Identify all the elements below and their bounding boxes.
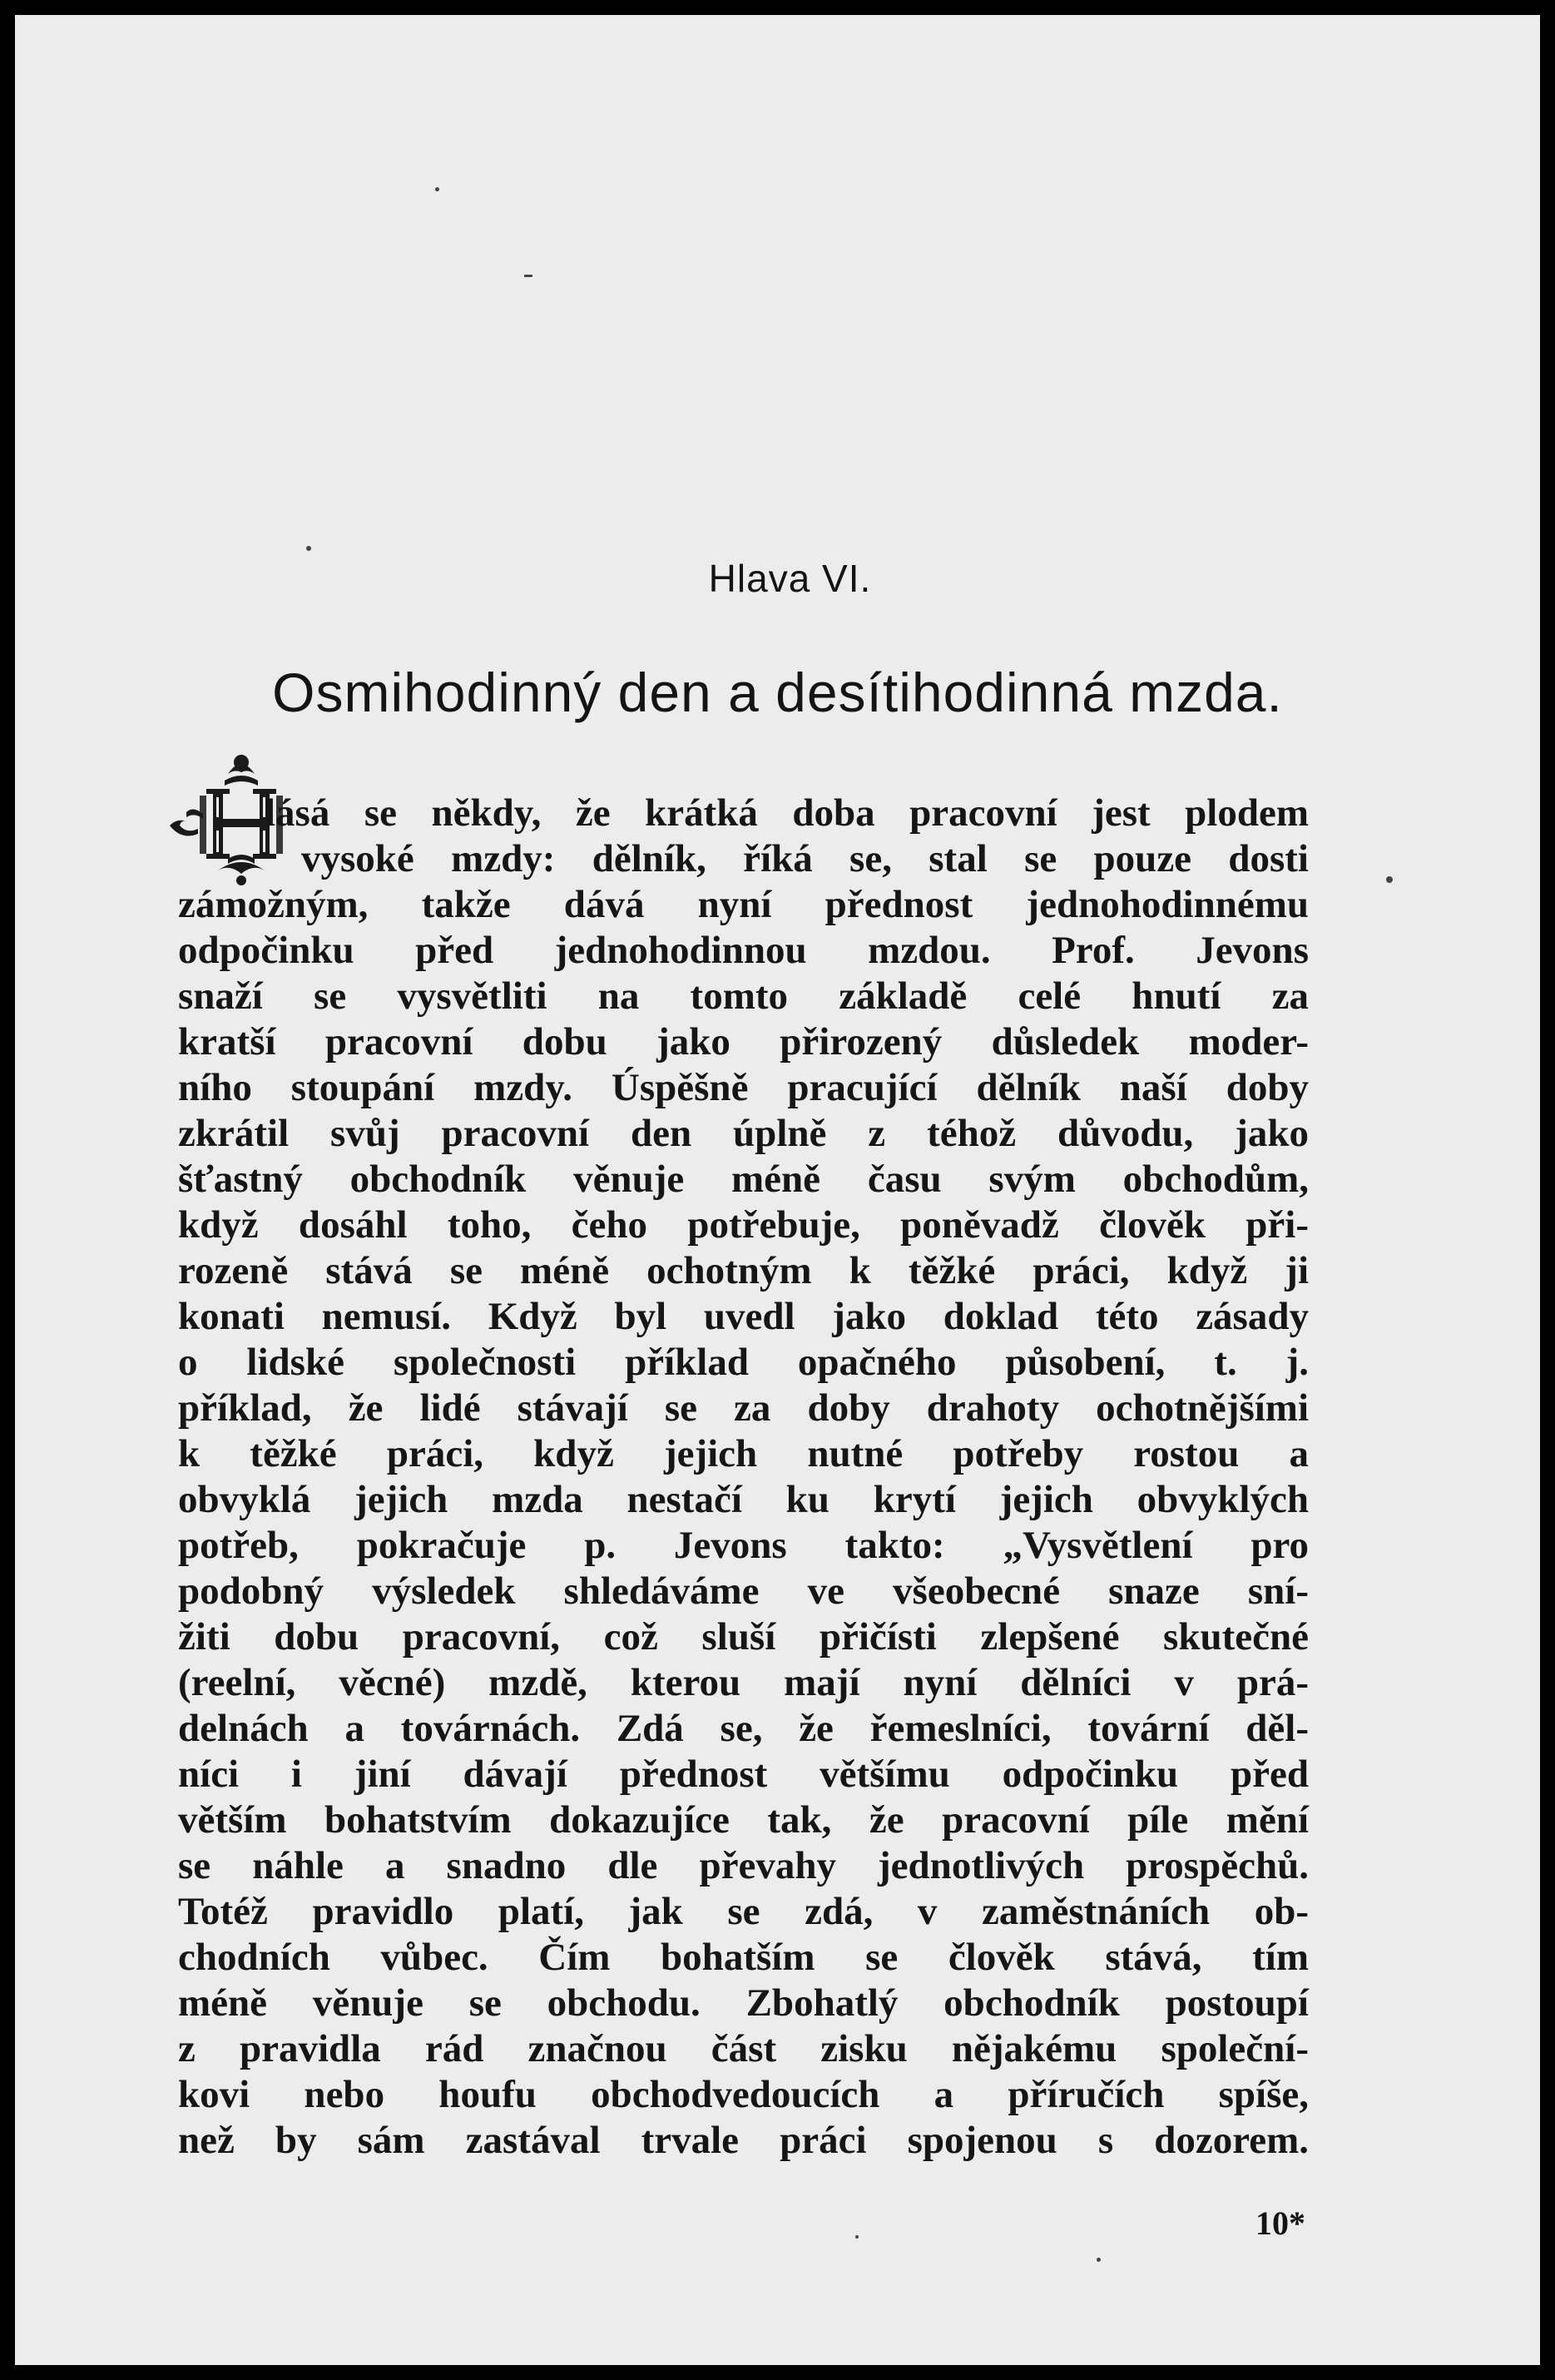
body-paragraph [15, 791, 1540, 2164]
text-line: potřeb, pokračuje p. Jevons takto: „Vysvětlení pro [178, 1524, 1309, 1567]
text-line: než by sám zastával trvale práci spojenou s dozorem. [178, 2119, 1309, 2162]
scan-speck [435, 187, 439, 191]
scan-speck [524, 275, 532, 277]
text-line: kratší pracovní dobu jako přirozený důsledek moder- [178, 1020, 1309, 1064]
text-line: zkrátil svůj pracovní den úplně z téhož důvodu, jako [178, 1112, 1309, 1155]
text-line: větším bohatstvím dokazujíce tak, že pracovní píle mění [178, 1798, 1309, 1842]
text-line: rozeně stává se méně ochotným k těžké práci, když ji [178, 1249, 1309, 1292]
text-line: (reelní, věcné) mzdě, kterou mají nyní dělníci v prá- [178, 1661, 1309, 1704]
text-line: k těžké práci, když jejich nutné potřeby rostou a [178, 1432, 1309, 1475]
text-line: chodních vůbec. Čím bohatším se člověk stává, tím [178, 1936, 1309, 1979]
text-line: obvyklá jejich mzda nestačí ku krytí jejich obvyklých [178, 1478, 1309, 1521]
text-line: méně věnuje se obchodu. Zbohatlý obchodník postoupí [178, 1981, 1309, 2025]
text-line: příklad, že lidé stávají se za doby drahoty ochotnějšími [178, 1386, 1309, 1430]
text-line: lásá se někdy, že krátká doba pracovní jest plodem [265, 791, 1309, 835]
text-line: Totéž pravidlo platí, jak se zdá, v zaměstnáních ob- [178, 1890, 1309, 1933]
text-line: žiti dobu pracovní, což sluší přičísti zlepšené skutečné [178, 1615, 1309, 1659]
chapter-label: Hlava VI. [708, 557, 872, 600]
text-line: když dosáhl toho, čeho potřebuje, poněvadž člověk při- [178, 1203, 1309, 1247]
text-line: konati nemusí. Když byl uvedl jako doklad této zásady [178, 1295, 1309, 1338]
scan-speck [855, 2235, 859, 2239]
page-number: 10* [1255, 2204, 1305, 2242]
text-line: ního stoupání mzdy. Úspěšně pracující dělník naší doby [178, 1066, 1309, 1109]
text-line: níci i jiní dávají přednost většímu odpočinku před [178, 1753, 1309, 1796]
text-line: z pravidla rád značnou část zisku nějakému společní- [178, 2027, 1309, 2070]
text-line: snaží se vysvětliti na tomto základě celé hnutí za [178, 974, 1309, 1018]
text-line: odpočinku před jednohodinnou mzdou. Prof. Jevons [178, 929, 1309, 972]
text-line: kovi nebo houfu obchodvedoucích a příručích spíše, [178, 2073, 1309, 2116]
chapter-title: Osmihodinný den a desítihodinná mzda. [272, 662, 1283, 723]
scan-speck [1097, 2258, 1101, 2262]
text-line: o lidské společnosti příklad opačného působení, t. j. [178, 1341, 1309, 1384]
text-line: zámožným, takže dává nyní přednost jednohodinnému [178, 883, 1309, 926]
text-line: delnách a továrnách. Zdá se, že řemeslníci, tovární děl- [178, 1707, 1309, 1750]
text-line: se náhle a snadno dle převahy jednotlivých prospěchů. [178, 1844, 1309, 1887]
scan-speck [306, 546, 311, 551]
text-line: vysoké mzdy: dělník, říká se, stal se pouze dosti [301, 837, 1309, 880]
document-page [15, 15, 1540, 2365]
text-line: šťastný obchodník věnuje méně času svým obchodům, [178, 1158, 1309, 1201]
text-line: podobný výsledek shledáváme ve všeobecné snaze sní- [178, 1569, 1309, 1613]
